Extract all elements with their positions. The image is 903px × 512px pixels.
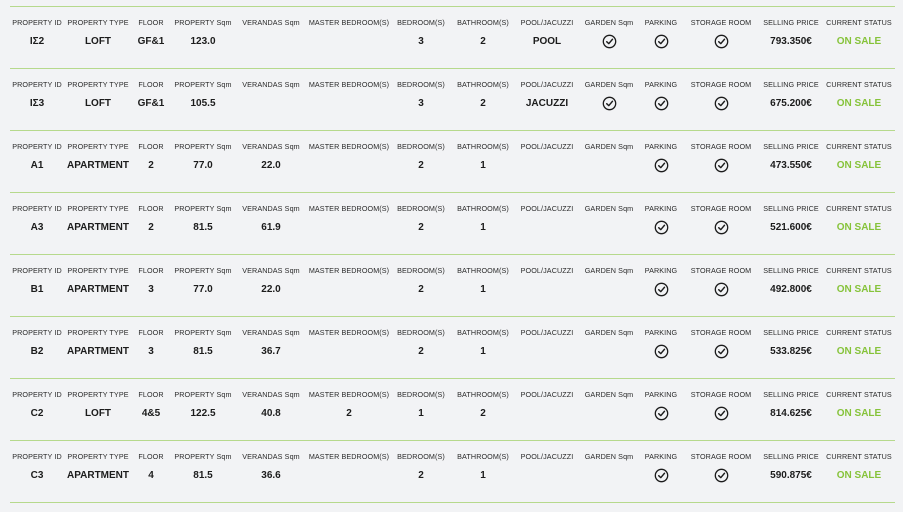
current-status-header: CURRENT STATUS (826, 452, 892, 461)
check-circle-icon (653, 95, 670, 112)
verandas-sqm-cell (226, 378, 316, 440)
property-id-value: A1 (30, 160, 44, 171)
pool-jacuzzi-header: POOL/JACUZZI (520, 390, 574, 399)
bathrooms-value: 1 (480, 222, 486, 233)
property-sqm-value: 81.5 (193, 470, 213, 481)
property-sqm-header: PROPERTY Sqm (174, 328, 232, 337)
master-bedrooms-header: MASTER BEDROOM(S) (308, 328, 390, 337)
check-circle-icon (653, 157, 670, 174)
property-sqm-header: PROPERTY Sqm (174, 266, 232, 275)
bedrooms-value: 2 (418, 160, 424, 171)
property-type-value: APARTMENT (66, 284, 130, 295)
verandas-sqm-cell (226, 6, 316, 68)
master-bedrooms-header: MASTER BEDROOM(S) (308, 266, 390, 275)
bathrooms-header: BATHROOM(S) (457, 328, 509, 337)
verandas-sqm-cell (226, 68, 316, 130)
master-bedrooms-header: MASTER BEDROOM(S) (308, 142, 390, 151)
property-row (10, 130, 895, 192)
property-sqm-value: 81.5 (193, 222, 213, 233)
property-sqm-value: 77.0 (193, 284, 213, 295)
selling-price-value: 521.600€ (770, 222, 812, 233)
property-sqm-header: PROPERTY Sqm (174, 452, 232, 461)
bedrooms-header: BEDROOM(S) (397, 204, 445, 213)
pool-jacuzzi-header: POOL/JACUZZI (520, 328, 574, 337)
property-type-value: LOFT (84, 36, 112, 47)
property-row (10, 440, 895, 502)
bathrooms-value: 1 (480, 470, 486, 481)
floor-header: FLOOR (138, 390, 164, 399)
property-sqm-header: PROPERTY Sqm (174, 390, 232, 399)
property-id-header: PROPERTY ID (12, 328, 62, 337)
property-row (10, 254, 895, 316)
bathrooms-value: 2 (480, 98, 486, 109)
current-status-value: ON SALE (836, 284, 882, 295)
current-status-header: CURRENT STATUS (826, 142, 892, 151)
property-row (10, 316, 895, 378)
parking-header: PARKING (644, 266, 678, 275)
floor-value: 4&5 (141, 408, 161, 419)
selling-price-header: SELLING PRICE (763, 328, 819, 337)
floor-value: GF&1 (137, 98, 165, 109)
bedrooms-value: 1 (418, 408, 424, 419)
garden-sqm-header: GARDEN Sqm (584, 80, 634, 89)
property-row (10, 6, 895, 68)
current-status-cell (814, 68, 903, 130)
verandas-sqm-cell (226, 192, 316, 254)
floor-value: 2 (148, 222, 154, 233)
verandas-sqm-header: VERANDAS Sqm (242, 390, 300, 399)
bedrooms-header: BEDROOM(S) (397, 142, 445, 151)
property-type-header: PROPERTY TYPE (67, 18, 129, 27)
bathrooms-header: BATHROOM(S) (457, 80, 509, 89)
current-status-value: ON SALE (836, 160, 882, 171)
pool-jacuzzi-header: POOL/JACUZZI (520, 18, 574, 27)
bathrooms-header: BATHROOM(S) (457, 452, 509, 461)
check-circle-icon (653, 343, 670, 360)
floor-value: GF&1 (137, 36, 165, 47)
storage-room-header: STORAGE ROOM (690, 266, 752, 275)
parking-header: PARKING (644, 142, 678, 151)
storage-room-header: STORAGE ROOM (690, 390, 752, 399)
current-status-value: ON SALE (836, 36, 882, 47)
bedrooms-header: BEDROOM(S) (397, 390, 445, 399)
property-id-header: PROPERTY ID (12, 452, 62, 461)
property-row (10, 68, 895, 130)
pool-jacuzzi-header: POOL/JACUZZI (520, 80, 574, 89)
garden-sqm-header: GARDEN Sqm (584, 18, 634, 27)
check-circle-icon (713, 405, 730, 422)
floor-value: 3 (148, 284, 154, 295)
check-circle-icon (713, 33, 730, 50)
current-status-header: CURRENT STATUS (826, 18, 892, 27)
floor-header: FLOOR (138, 142, 164, 151)
storage-room-header: STORAGE ROOM (690, 80, 752, 89)
verandas-sqm-header: VERANDAS Sqm (242, 18, 300, 27)
property-type-value: APARTMENT (66, 222, 130, 233)
property-sqm-header: PROPERTY Sqm (174, 80, 232, 89)
bedrooms-value: 3 (418, 98, 424, 109)
current-status-header: CURRENT STATUS (826, 328, 892, 337)
verandas-sqm-value: 22.0 (261, 284, 281, 295)
garden-sqm-header: GARDEN Sqm (584, 142, 634, 151)
property-type-value: LOFT (84, 408, 112, 419)
verandas-sqm-value: 36.7 (261, 346, 281, 357)
selling-price-header: SELLING PRICE (763, 80, 819, 89)
property-id-header: PROPERTY ID (12, 80, 62, 89)
check-circle-icon (713, 343, 730, 360)
verandas-sqm-cell (226, 254, 316, 316)
pool-jacuzzi-header: POOL/JACUZZI (520, 142, 574, 151)
selling-price-value: 590.875€ (770, 470, 812, 481)
storage-room-header: STORAGE ROOM (690, 328, 752, 337)
property-type-value: LOFT (84, 98, 112, 109)
verandas-sqm-cell (226, 130, 316, 192)
parking-header: PARKING (644, 328, 678, 337)
master-bedrooms-header: MASTER BEDROOM(S) (308, 18, 390, 27)
floor-header: FLOOR (138, 80, 164, 89)
current-status-value: ON SALE (836, 346, 882, 357)
property-id-header: PROPERTY ID (12, 142, 62, 151)
current-status-value: ON SALE (836, 222, 882, 233)
property-id-value: A3 (30, 222, 44, 233)
current-status-cell (814, 192, 903, 254)
bedrooms-value: 2 (418, 222, 424, 233)
check-circle-icon (653, 405, 670, 422)
verandas-sqm-cell (226, 440, 316, 502)
property-type-header: PROPERTY TYPE (67, 266, 129, 275)
master-bedrooms-header: MASTER BEDROOM(S) (308, 390, 390, 399)
check-circle-icon (653, 467, 670, 484)
verandas-sqm-header: VERANDAS Sqm (242, 142, 300, 151)
selling-price-value: 492.800€ (770, 284, 812, 295)
floor-header: FLOOR (138, 452, 164, 461)
pool-jacuzzi-value: POOL (532, 36, 562, 47)
selling-price-header: SELLING PRICE (763, 142, 819, 151)
check-circle-icon (601, 95, 618, 112)
property-id-value: ΙΣ2 (29, 36, 45, 47)
bathrooms-header: BATHROOM(S) (457, 18, 509, 27)
floor-header: FLOOR (138, 266, 164, 275)
bathrooms-value: 2 (480, 36, 486, 47)
property-row (10, 192, 895, 254)
current-status-cell (814, 6, 903, 68)
verandas-sqm-header: VERANDAS Sqm (242, 452, 300, 461)
selling-price-header: SELLING PRICE (763, 452, 819, 461)
verandas-sqm-header: VERANDAS Sqm (242, 204, 300, 213)
pool-jacuzzi-header: POOL/JACUZZI (520, 266, 574, 275)
selling-price-header: SELLING PRICE (763, 266, 819, 275)
property-id-header: PROPERTY ID (12, 204, 62, 213)
property-type-value: APARTMENT (66, 346, 130, 357)
current-status-cell (814, 130, 903, 192)
selling-price-header: SELLING PRICE (763, 18, 819, 27)
check-circle-icon (713, 219, 730, 236)
property-sqm-value: 123.0 (190, 36, 216, 47)
parking-header: PARKING (644, 452, 678, 461)
current-status-cell (814, 254, 903, 316)
property-id-header: PROPERTY ID (12, 18, 62, 27)
master-bedrooms-header: MASTER BEDROOM(S) (308, 80, 390, 89)
bathrooms-value: 1 (480, 160, 486, 171)
floor-value: 2 (148, 160, 154, 171)
property-id-header: PROPERTY ID (12, 390, 62, 399)
bedrooms-header: BEDROOM(S) (397, 80, 445, 89)
property-sqm-value: 105.5 (190, 98, 216, 109)
property-id-value: ΙΣ3 (29, 98, 45, 109)
current-status-value: ON SALE (836, 408, 882, 419)
check-circle-icon (653, 219, 670, 236)
bedrooms-header: BEDROOM(S) (397, 452, 445, 461)
verandas-sqm-value: 22.0 (261, 160, 281, 171)
master-bedrooms-value: 2 (346, 408, 352, 419)
verandas-sqm-cell (226, 316, 316, 378)
bedrooms-value: 2 (418, 470, 424, 481)
check-circle-icon (713, 157, 730, 174)
bathrooms-value: 2 (480, 408, 486, 419)
storage-room-header: STORAGE ROOM (690, 18, 752, 27)
verandas-sqm-header: VERANDAS Sqm (242, 266, 300, 275)
bedrooms-header: BEDROOM(S) (397, 266, 445, 275)
verandas-sqm-value: 36.6 (261, 470, 281, 481)
garden-sqm-header: GARDEN Sqm (584, 204, 634, 213)
property-type-header: PROPERTY TYPE (67, 142, 129, 151)
property-sqm-value: 122.5 (190, 408, 216, 419)
storage-room-header: STORAGE ROOM (690, 452, 752, 461)
current-status-cell (814, 316, 903, 378)
verandas-sqm-header: VERANDAS Sqm (242, 328, 300, 337)
verandas-sqm-header: VERANDAS Sqm (242, 80, 300, 89)
current-status-header: CURRENT STATUS (826, 390, 892, 399)
floor-value: 4 (148, 470, 154, 481)
property-type-header: PROPERTY TYPE (67, 328, 129, 337)
floor-header: FLOOR (138, 204, 164, 213)
garden-sqm-header: GARDEN Sqm (584, 390, 634, 399)
property-id-value: B1 (30, 284, 44, 295)
current-status-header: CURRENT STATUS (826, 80, 892, 89)
garden-sqm-header: GARDEN Sqm (584, 452, 634, 461)
property-sqm-value: 77.0 (193, 160, 213, 171)
bedrooms-value: 2 (418, 284, 424, 295)
check-circle-icon (653, 281, 670, 298)
selling-price-value: 473.550€ (770, 160, 812, 171)
current-status-cell (814, 378, 903, 440)
current-status-cell (814, 440, 903, 502)
check-circle-icon (601, 33, 618, 50)
property-type-value: APARTMENT (66, 470, 130, 481)
property-type-header: PROPERTY TYPE (67, 204, 129, 213)
verandas-sqm-value: 61.9 (261, 222, 281, 233)
check-circle-icon (713, 95, 730, 112)
storage-room-header: STORAGE ROOM (690, 204, 752, 213)
check-circle-icon (713, 467, 730, 484)
bathrooms-header: BATHROOM(S) (457, 390, 509, 399)
current-status-header: CURRENT STATUS (826, 204, 892, 213)
current-status-header: CURRENT STATUS (826, 266, 892, 275)
bathrooms-header: BATHROOM(S) (457, 204, 509, 213)
property-type-header: PROPERTY TYPE (67, 390, 129, 399)
bedrooms-header: BEDROOM(S) (397, 18, 445, 27)
property-sqm-header: PROPERTY Sqm (174, 204, 232, 213)
verandas-sqm-value: 40.8 (261, 408, 281, 419)
property-sqm-value: 81.5 (193, 346, 213, 357)
bathrooms-value: 1 (480, 284, 486, 295)
pool-jacuzzi-header: POOL/JACUZZI (520, 204, 574, 213)
current-status-value: ON SALE (836, 470, 882, 481)
bedrooms-value: 2 (418, 346, 424, 357)
selling-price-header: SELLING PRICE (763, 390, 819, 399)
garden-sqm-header: GARDEN Sqm (584, 266, 634, 275)
selling-price-value: 793.350€ (770, 36, 812, 47)
selling-price-value: 533.825€ (770, 346, 812, 357)
bathrooms-header: BATHROOM(S) (457, 266, 509, 275)
parking-header: PARKING (644, 80, 678, 89)
selling-price-value: 814.625€ (770, 408, 812, 419)
master-bedrooms-header: MASTER BEDROOM(S) (308, 204, 390, 213)
property-id-header: PROPERTY ID (12, 266, 62, 275)
floor-header: FLOOR (138, 328, 164, 337)
selling-price-value: 675.200€ (770, 98, 812, 109)
property-id-value: C3 (30, 470, 44, 481)
property-sqm-header: PROPERTY Sqm (174, 18, 232, 27)
floor-value: 3 (148, 346, 154, 357)
storage-room-header: STORAGE ROOM (690, 142, 752, 151)
property-row (10, 378, 895, 440)
check-circle-icon (713, 281, 730, 298)
parking-header: PARKING (644, 390, 678, 399)
property-type-header: PROPERTY TYPE (67, 80, 129, 89)
check-circle-icon (653, 33, 670, 50)
garden-sqm-header: GARDEN Sqm (584, 328, 634, 337)
parking-header: PARKING (644, 18, 678, 27)
pool-jacuzzi-header: POOL/JACUZZI (520, 452, 574, 461)
property-sqm-header: PROPERTY Sqm (174, 142, 232, 151)
property-id-value: B2 (30, 346, 44, 357)
bathrooms-header: BATHROOM(S) (457, 142, 509, 151)
current-status-value: ON SALE (836, 98, 882, 109)
bathrooms-value: 1 (480, 346, 486, 357)
bedrooms-value: 3 (418, 36, 424, 47)
property-id-value: C2 (30, 408, 44, 419)
bedrooms-header: BEDROOM(S) (397, 328, 445, 337)
parking-header: PARKING (644, 204, 678, 213)
pool-jacuzzi-value: JACUZZI (525, 98, 569, 109)
master-bedrooms-header: MASTER BEDROOM(S) (308, 452, 390, 461)
selling-price-header: SELLING PRICE (763, 204, 819, 213)
property-type-value: APARTMENT (66, 160, 130, 171)
property-type-header: PROPERTY TYPE (67, 452, 129, 461)
floor-header: FLOOR (138, 18, 164, 27)
row-divider (10, 502, 895, 503)
